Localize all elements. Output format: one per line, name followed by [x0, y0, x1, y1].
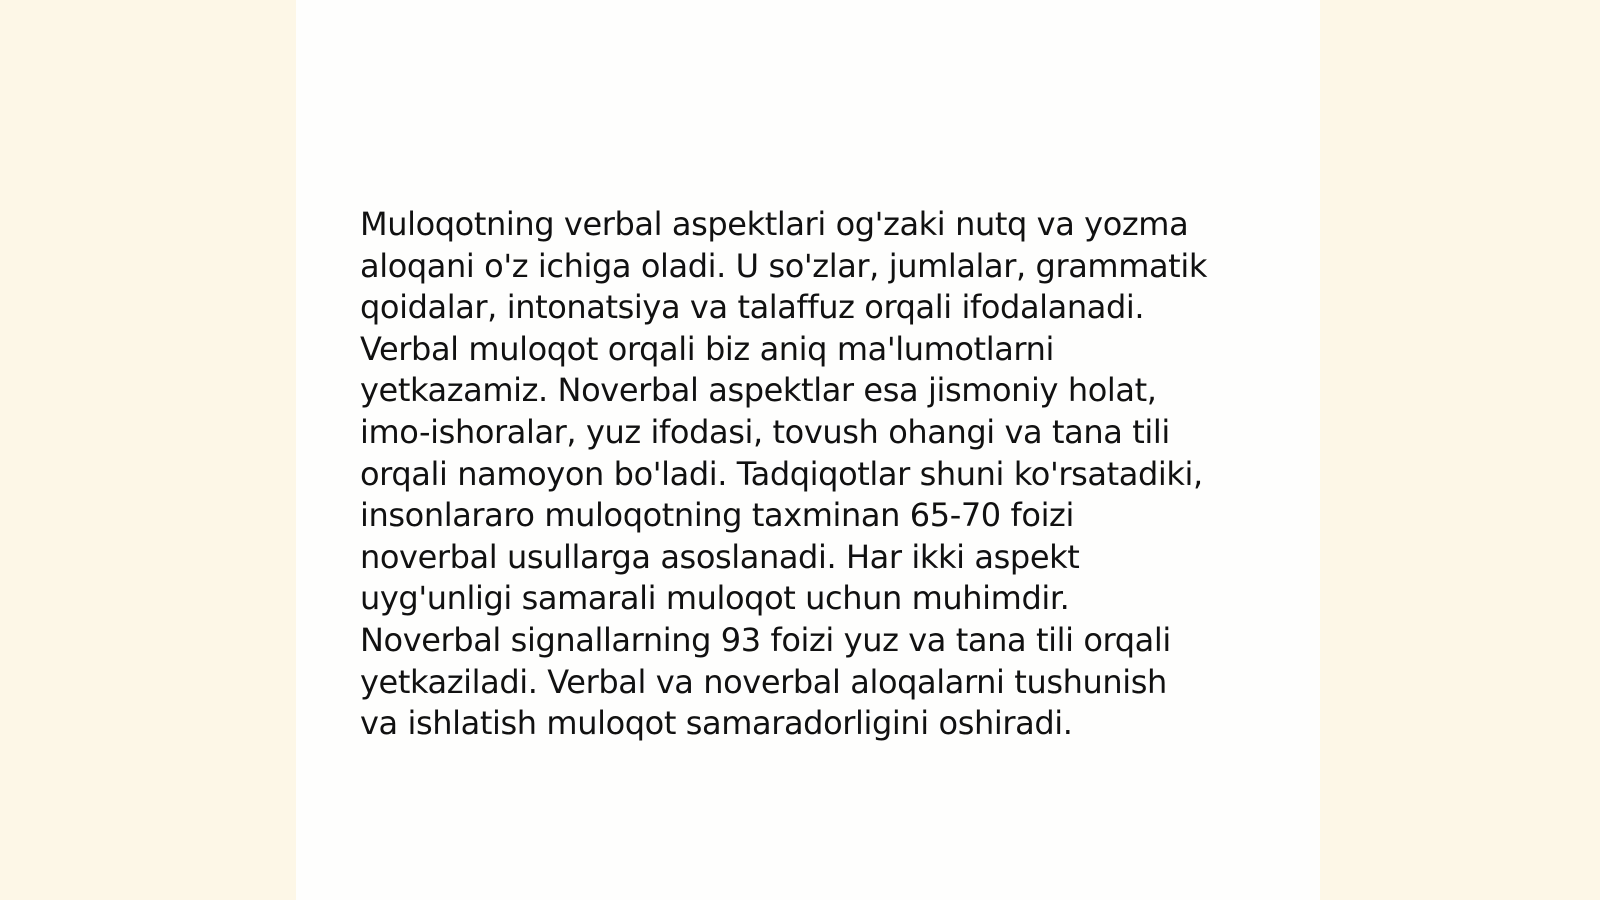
text-line: insonlararo muloqotning taxminan 65-70 foizi	[360, 496, 1074, 535]
text-line: aloqani o'z ichiga oladi. U so'zlar, jumlalar, grammatik	[360, 246, 1207, 285]
text-line: uyg'unligi samarali muloqot uchun muhimdir.	[360, 579, 1070, 618]
text-line: imo-ishoralar, yuz ifodasi, tovush ohangi va tana tili	[360, 412, 1170, 451]
text-line: qoidalar, intonatsiya va talaffuz orqali ifodalanadi.	[360, 288, 1145, 327]
text-line: yetkazamiz. Noverbal aspektlar esa jismoniy holat,	[360, 371, 1157, 410]
text-line: va ishlatish muloqot samaradorligini oshiradi.	[360, 704, 1073, 743]
text-line: Verbal muloqot orqali biz aniq ma'lumotlarni	[360, 329, 1054, 368]
text-line: yetkaziladi. Verbal va noverbal aloqalarni tushunish	[360, 662, 1167, 701]
text-line: Muloqotning verbal aspektlari og'zaki nutq va yozma	[360, 205, 1189, 243]
text-line: orqali namoyon bo'ladi. Tadqiqotlar shuni ko'rsatadiki,	[360, 454, 1203, 493]
text-line: Noverbal signallarning 93 foizi yuz va tana tili orqali	[360, 620, 1171, 659]
text-line: noverbal usullarga asoslanadi. Har ikki aspekt	[360, 537, 1080, 576]
slide-body-text	[360, 204, 1300, 745]
slide-canvas	[296, 0, 1320, 900]
